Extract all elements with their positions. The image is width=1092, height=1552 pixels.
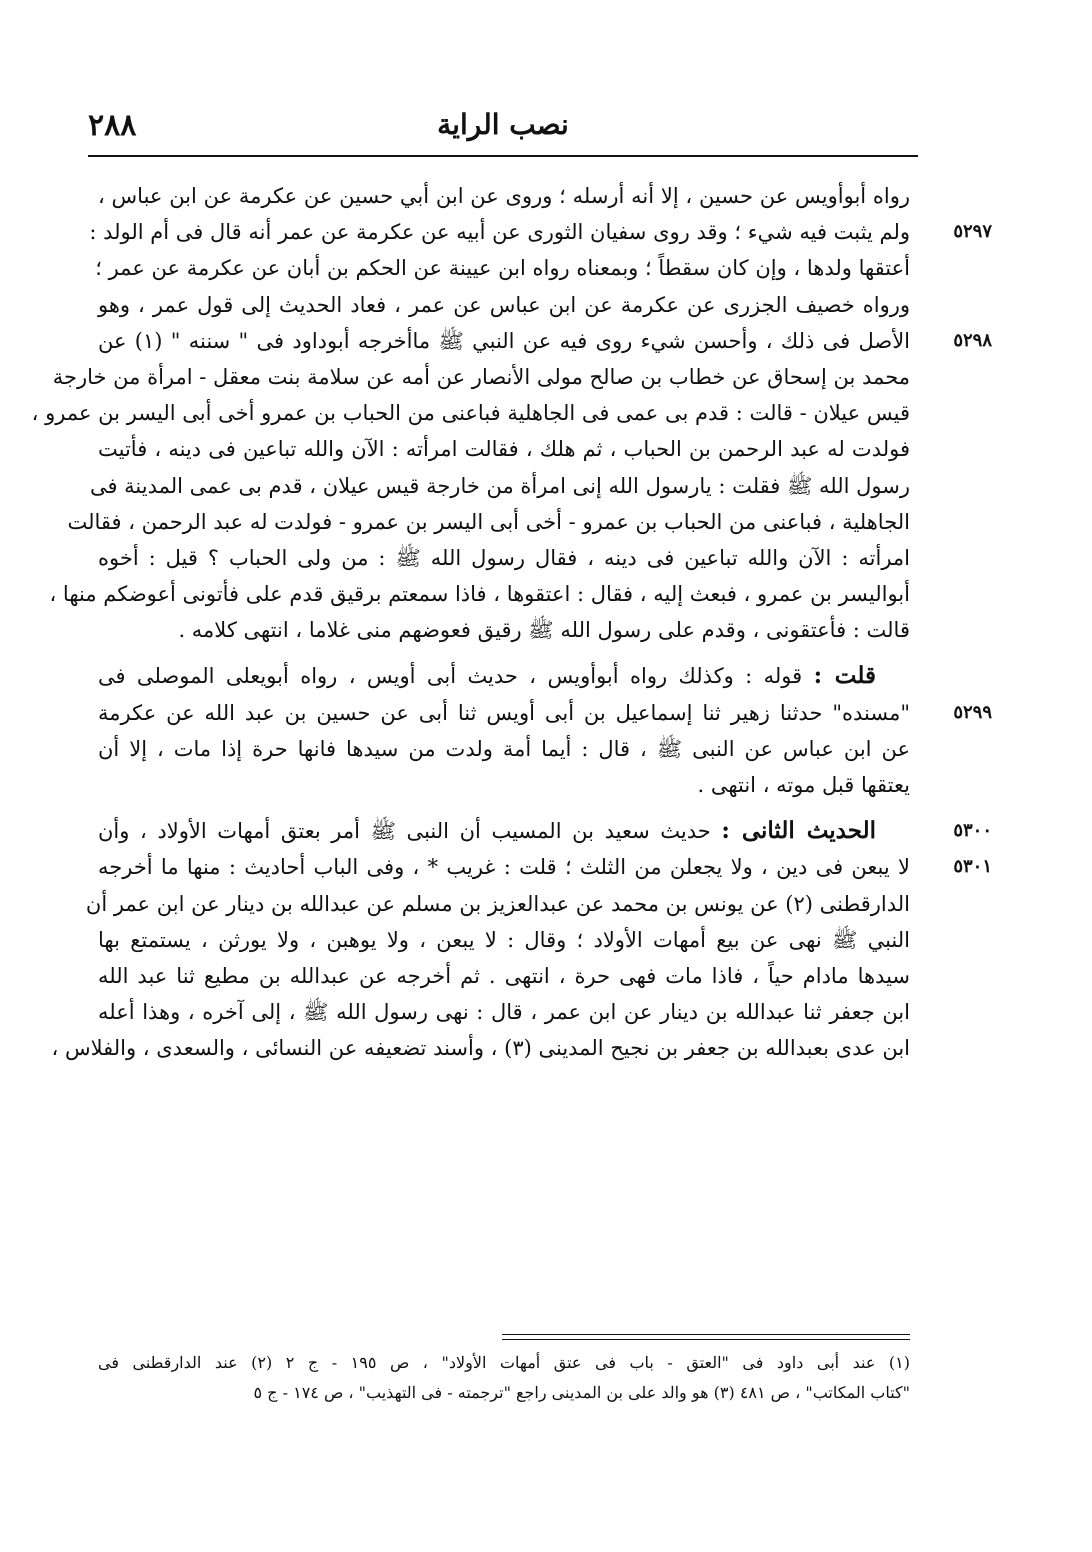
text-line xyxy=(98,540,910,576)
line-text: يعتقها قبل موته ، انتهى . xyxy=(697,773,910,797)
line-text: محمد بن إسحاق عن خطاب بن صالح مولى الأنصار عن أمه عن سلامة بنت معقل - امرأة من خارجة xyxy=(52,364,910,389)
text-line xyxy=(98,731,910,767)
footnote-line: (١) عند أبى داود فى "العتق - باب فى عتق أمهات الأولاد" ، ص ١٩٥ - ج ٢ (٢) عند الدارقطنى فى xyxy=(98,1353,910,1372)
text-line xyxy=(98,431,910,467)
text-line xyxy=(49,576,910,612)
text-line xyxy=(98,922,910,958)
running-title: نصب الراية xyxy=(437,108,569,141)
text-line xyxy=(95,250,910,286)
text-line xyxy=(31,395,910,431)
text-line xyxy=(98,287,910,323)
paragraph-gap xyxy=(98,803,910,813)
main-text xyxy=(31,178,992,1067)
page-number: ٢٨٨ xyxy=(88,108,137,143)
text-line xyxy=(52,359,910,395)
text-line xyxy=(85,886,910,922)
page-header xyxy=(88,100,918,158)
text-line xyxy=(98,813,992,849)
text-line xyxy=(98,958,910,994)
line-text: أعتقها ولدها ، وإن كان سقطاً ؛ وبمعناه رواه ابن عيينة عن الحكم بن أبان عن عكرمة عن عمر ؛ xyxy=(95,256,910,281)
line-text: الأصل فى ذلك ، وأحسن شيء روى فيه عن النبي ﷺ ماأخرجه أبوداود فى " سننه " (١) عن xyxy=(98,328,911,353)
footnote-line: "كتاب المكاتب" ، ص ٤٨١ (٣) هو والد على بن المدينى راجع "ترجمته - فى التهذيب" ، ص ١٧٤ - ج ٥ xyxy=(253,1383,910,1402)
line-text: ولم يثبت فيه شيء ؛ وقد روى سفيان الثورى عن أبيه عن عكرمة عن عمر أنه قال فى أم الولد : xyxy=(89,220,910,245)
paragraph-gap xyxy=(98,648,910,658)
footnote-rule-double xyxy=(502,1339,910,1340)
line-text: قيس عيلان - قالت : قدم بى عمى فى الجاهلية فباعنى من الحباب بن عمرو أخى أبى اليسر بن عمرو ، xyxy=(31,401,910,426)
line-text: سيدها مادام حياً ، فاذا مات فهى حرة ، انتهى . ثم أخرجه عن عبدالله بن مطيع ثنا عبد الله xyxy=(98,963,910,988)
text-line xyxy=(98,658,910,694)
header-rule xyxy=(88,155,918,157)
line-text: ابن عدى بعبدالله بن جعفر بن نجيح المدينى (٣) ، وأسند تضعيفه عن النسائى ، والسعدى ، والفلاس ، xyxy=(51,1036,910,1061)
line-text: لا يبعن فى دين ، ولا يجعلن من الثلث ؛ قلت : غريب * ، وفى الباب أحاديث : منها ما أخرجه xyxy=(98,855,910,880)
line-text: قوله : وكذلك رواه أبوأويس ، حديث أبى أويس ، رواه أبويعلى الموصلى فى xyxy=(98,664,814,689)
margin-number: ٥٣٠١ xyxy=(953,856,992,878)
margin-number: ٥٢٩٩ xyxy=(953,701,992,723)
line-text: أبواليسر بن عمرو ، فبعث إليه ، فقال : اعتقوها ، فاذا سمعتم برقيق قدم على فأتونى أعوضكم منها ، xyxy=(49,582,910,607)
text-line xyxy=(98,178,910,214)
text-line xyxy=(98,767,910,803)
line-text: عن ابن عباس عن النبى ﷺ ، قال : أيما أمة ولدت من سيدها فانها حرة إذا مات ، إلا أن xyxy=(98,736,910,761)
line-text: ورواه خصيف الجزرى عن عكرمة عن ابن عباس عن عمر ، فعاد الحديث إلى قول عمر ، وهو xyxy=(98,292,910,317)
text-line xyxy=(98,612,910,648)
line-text: الدارقطنى (٢) عن يونس بن محمد عن عبدالعزيز بن مسلم عن عبدالله بن دينار عن ابن عمر أن xyxy=(85,891,910,916)
text-line xyxy=(67,504,910,540)
line-text: فولدت له عبد الرحمن بن الحباب ، ثم هلك ، فقالت امرأته : الآن والله تباعين فى دينه ، فأتيت xyxy=(98,437,910,462)
line-text: امرأته : الآن والله تباعين فى دينه ، فقال رسول الله ﷺ : من ولى الحباب ؟ قيل : أخوه xyxy=(98,545,910,570)
footnote-rule xyxy=(502,1334,910,1335)
lead-word: الحديث الثانى : xyxy=(721,817,876,845)
lead-word: قلت : xyxy=(813,662,876,690)
line-text: "مسنده" حدثنا زهير ثنا إسماعيل بن أبى أويس ثنا أبى عن حسين بن عبد الله عن عكرمة xyxy=(98,700,910,725)
text-line xyxy=(98,323,992,359)
line-text: قالت : فأعتقونى ، وقدم على رسول الله ﷺ رقيق فعوضهم منى غلاما ، انتهى كلامه . xyxy=(178,618,910,643)
text-line xyxy=(51,1030,910,1066)
text-line xyxy=(89,468,910,504)
line-text: ابن جعفر ثنا عبدالله بن دينار عن ابن عمر ، قال : نهى رسول الله ﷺ ، إلى آخره ، وهذا أعله xyxy=(98,1000,910,1025)
text-line xyxy=(89,214,992,250)
margin-number: ٥٢٩٧ xyxy=(953,221,992,243)
text-line xyxy=(98,994,910,1030)
text-line xyxy=(98,695,992,731)
text-line xyxy=(98,849,992,885)
line-text: حديث سعيد بن المسيب أن النبى ﷺ أمر بعتق أمهات الأولاد ، وأن xyxy=(98,819,722,844)
line-text: رسول الله ﷺ فقلت : يارسول الله إنى امرأة من خارجة قيس عيلان ، قدم بى عمى المدينة فى xyxy=(89,473,910,498)
line-text: النبي ﷺ نهى عن بيع أمهات الأولاد ؛ وقال : لا يبعن ، ولا يوهبن ، ولا يورثن ، يستمتع بها xyxy=(98,927,910,952)
line-text: رواه أبوأويس عن حسين ، إلا أنه أرسله ؛ وروى عن ابن أبي حسين عن عكرمة عن ابن عباس ، xyxy=(98,184,910,208)
margin-number: ٥٢٩٨ xyxy=(953,329,992,351)
footnotes xyxy=(98,1348,910,1408)
margin-number: ٥٣٠٠ xyxy=(953,820,992,842)
line-text: الجاهلية ، فباعنى من الحباب بن عمرو - أخى أبى اليسر بن عمرو - فولدت له عبد الرحمن ، فقالت xyxy=(67,509,910,534)
